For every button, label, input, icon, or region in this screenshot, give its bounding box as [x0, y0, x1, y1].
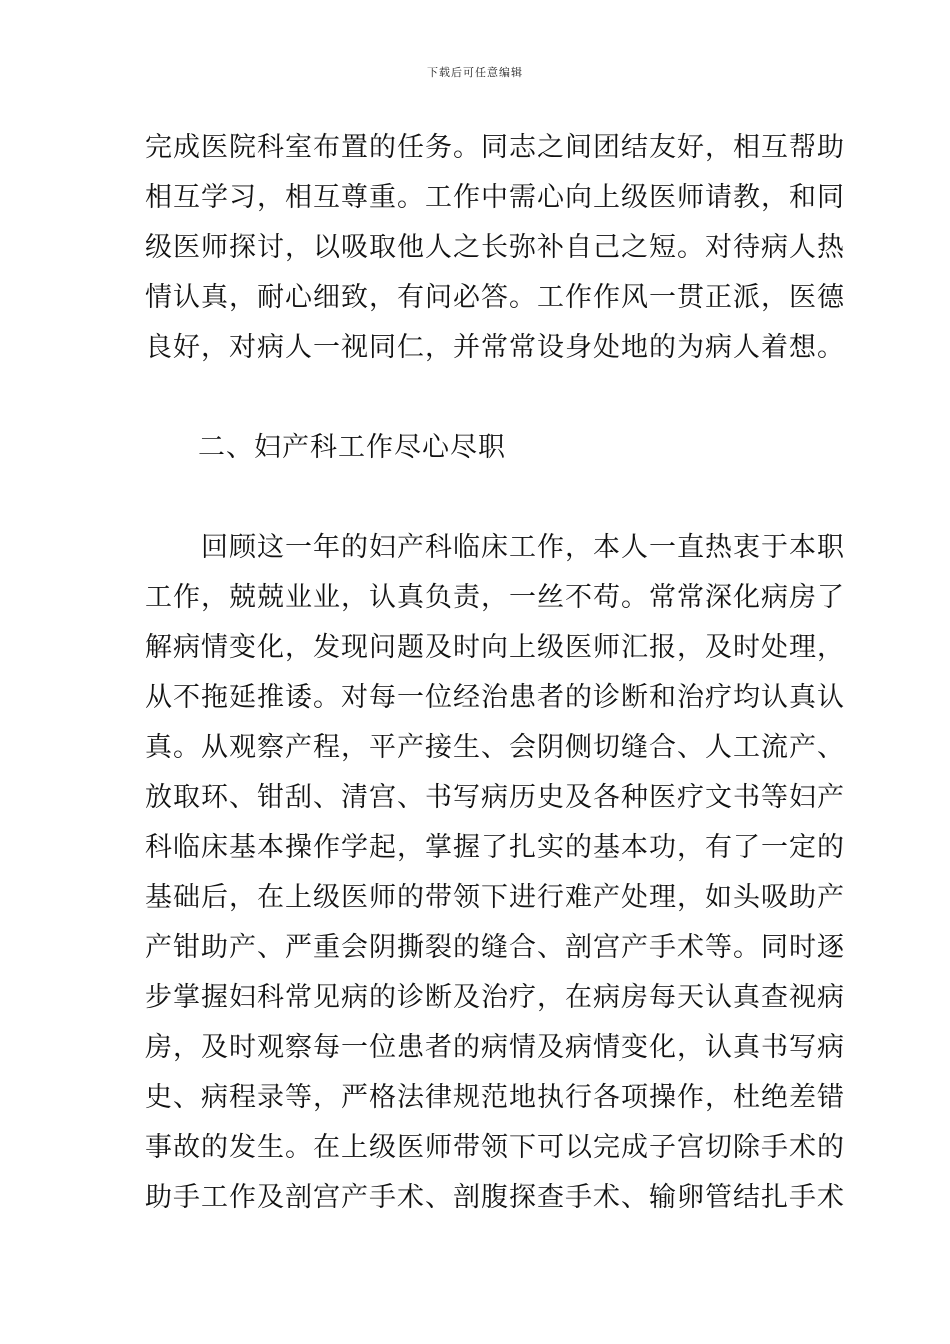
paragraph-line: 史、病程录等，严格法律规范地执行各项操作，杜绝差错: [145, 1082, 845, 1113]
section-heading: 二、妇产科工作尽心尽职: [198, 432, 506, 463]
paragraph-line: 产钳助产、严重会阴撕裂的缝合、剖宫产手术等。同时逐: [145, 932, 845, 963]
paragraph-line: 真。从观察产程，平产接生、会阴侧切缝合、人工流产、: [145, 732, 845, 763]
paragraph-line: 助手工作及剖宫产手术、剖腹探查手术、输卵管结扎手术: [145, 1182, 845, 1213]
paragraph-line: 步掌握妇科常见病的诊断及治疗，在病房每天认真查视病: [145, 982, 845, 1013]
paragraph-line: 科临床基本操作学起，掌握了扎实的基本功，有了一定的: [145, 832, 845, 863]
paragraph-line: 级医师探讨，以吸取他人之长弥补自己之短。对待病人热: [145, 232, 845, 263]
paragraph-line: 事故的发生。在上级医师带领下可以完成子宫切除手术的: [145, 1132, 845, 1163]
paragraph-line: 情认真，耐心细致，有问必答。工作作风一贯正派，医德: [145, 282, 845, 313]
paragraph-line: 完成医院科室布置的任务。同志之间团结友好，相互帮助: [145, 132, 845, 163]
paragraph-line: 从不拖延推诿。对每一位经治患者的诊断和治疗均认真认: [145, 682, 845, 713]
paragraph-line: 房，及时观察每一位患者的病情及病情变化，认真书写病: [145, 1032, 845, 1063]
page-header: 下载后可任意编辑: [427, 66, 523, 79]
paragraph-line: 放取环、钳刮、清宫、书写病历史及各种医疗文书等妇产: [145, 782, 845, 813]
paragraph-line: 相互学习，相互尊重。工作中需心向上级医师请教，和同: [145, 182, 845, 213]
paragraph-line: 解病情变化，发现问题及时向上级医师汇报，及时处理，: [145, 632, 845, 663]
paragraph-line: 基础后，在上级医师的带领下进行难产处理，如头吸助产: [145, 882, 845, 913]
paragraph-line: 回顾这一年的妇产科临床工作，本人一直热衷于本职: [145, 532, 845, 563]
paragraph-line: 工作，兢兢业业，认真负责，一丝不苟。常常深化病房了: [145, 582, 845, 613]
paragraph-line: 良好，对病人一视同仁，并常常设身处地的为病人着想。: [145, 332, 845, 363]
